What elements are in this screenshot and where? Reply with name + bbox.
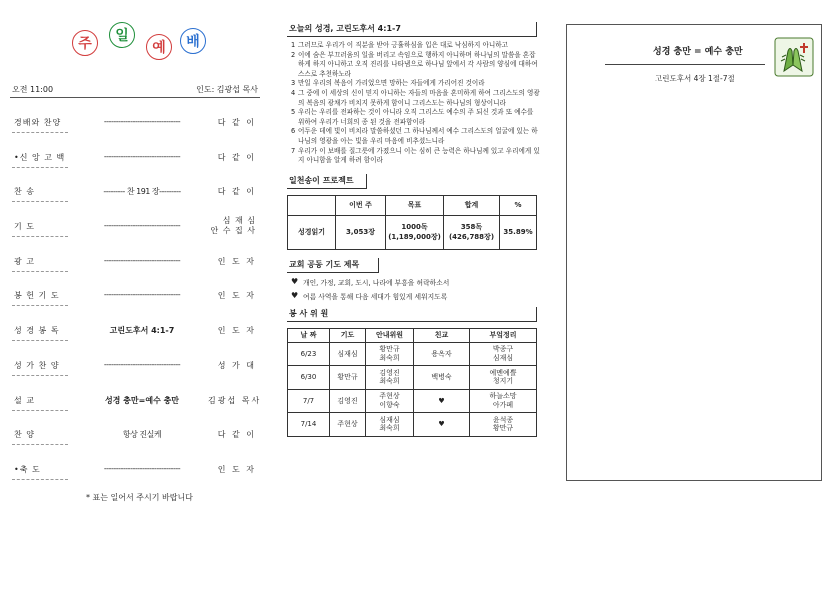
staff-kitchen: 박종구 심재심	[470, 342, 537, 366]
staff-usher: 김영진 최숙희	[366, 366, 414, 390]
service-item-name: •축 도	[14, 464, 41, 474]
staff-heading: 봉 사 위 원	[287, 307, 537, 322]
title-char: 주	[72, 30, 98, 56]
service-item-person: 다 같 이	[217, 152, 256, 162]
service-item-detail: 고린도후서 4:1-7	[109, 326, 175, 336]
service-item-name: 찬 송	[14, 187, 35, 197]
dashed-divider	[12, 479, 68, 480]
service-item-detail: --------------------------------	[103, 221, 181, 231]
verse	[291, 108, 540, 127]
verse	[291, 41, 540, 51]
reading-project-heading: 일천송이 프로젝트	[287, 174, 367, 189]
service-time: 오전 11:00	[12, 85, 54, 94]
staff-col-header: 기도	[330, 328, 366, 342]
reading-goal-top: 1000독	[401, 223, 428, 232]
staff-prayer: 황만규	[330, 366, 366, 390]
reading-col-header: %	[500, 195, 537, 215]
reading-col-header	[288, 195, 336, 215]
service-item-person: 인 도 자	[217, 256, 256, 266]
prayer-item	[287, 291, 540, 301]
reading-this-week: 3,053장	[336, 215, 386, 249]
service-item	[10, 253, 260, 288]
service-item-person: 인 도 자	[217, 326, 256, 336]
staff-date: 7/7	[288, 389, 330, 413]
info-column	[287, 22, 540, 437]
prayer-item	[287, 277, 540, 287]
staff-date: 6/30	[288, 366, 330, 390]
verse-text: 만일 우리의 복음이 가리었으면 망하는 자들에게 가리어진 것이라	[298, 79, 485, 88]
reading-label: 성경읽기	[288, 215, 336, 249]
staff-kitchen: 윤석종 황만규	[470, 413, 537, 437]
heart-icon: ♥	[291, 291, 299, 301]
title-char: 일	[109, 22, 135, 48]
service-item-name: 기 도	[14, 222, 35, 232]
staff-date: 7/14	[288, 413, 330, 437]
reading-goal-bottom: (1,189,000장)	[388, 233, 441, 242]
service-item	[10, 287, 260, 322]
service-item	[10, 426, 260, 461]
verse	[291, 147, 540, 166]
reading-col-header: 이번 주	[336, 195, 386, 215]
dashed-divider	[12, 236, 68, 237]
table-row	[288, 342, 537, 366]
staff-col-header: 날 짜	[288, 328, 330, 342]
verse-text: 우리는 우리를 전파하는 것이 아니라 오직 그리스도 예수의 주 되신 것과 또 예수를 위하여 우리가 너희의 종 된 것을 전파함이라	[298, 108, 534, 126]
verse-number: 1	[291, 41, 296, 49]
service-item	[10, 357, 260, 392]
staff-date: 6/23	[288, 342, 330, 366]
service-item	[10, 149, 260, 184]
service-item-name: •신 앙 고 백	[14, 152, 66, 162]
verse	[291, 127, 540, 146]
dashed-divider	[12, 271, 68, 272]
verse-text: 우리가 이 보배를 질그릇에 가졌으니 이는 심히 큰 능력은 하나님께 있고 우리에게 있지 아니함을 알게 하려 함이라	[298, 146, 540, 165]
staff-fellowship: ♥	[414, 389, 470, 413]
sermon-reference: 고린도후서 4장 1절-7절	[655, 74, 735, 83]
verse	[291, 79, 540, 89]
service-item-person: 성 가 대	[217, 360, 256, 370]
service-item-person: 인 도 자	[217, 291, 256, 301]
staff-prayer: 심재심	[330, 342, 366, 366]
service-item-name: 성 가 찬 양	[14, 360, 60, 370]
service-item-detail: --------------------------------	[103, 463, 181, 473]
title-char: 예	[146, 34, 172, 60]
table-row	[288, 413, 537, 437]
reading-total-top: 358독	[460, 223, 483, 232]
service-item-name: 성 경 봉 독	[14, 326, 60, 336]
verse-number: 5	[291, 108, 296, 117]
bulletin-title	[10, 20, 260, 68]
verse-text: 그 중에 이 세상의 신이 믿지 아니하는 자들의 마음을 혼미하게 하여 그리스도의 영광의 복음의 광채가 비치지 못하게 함이니 그리스도는 하나님의 형상이니라	[298, 88, 540, 107]
staff-col-header: 친교	[414, 328, 470, 342]
reading-col-header: 합계	[444, 195, 500, 215]
service-item-person: 김광섭 목사	[208, 395, 262, 405]
prayer-text: 여름 사역을 통해 다음 세대가 힘있게 세워지도록	[303, 292, 448, 301]
service-item-detail: --------- 찬 191 장---------	[103, 187, 181, 197]
service-item-detail: --------------------------------	[103, 359, 181, 369]
verse-text: 이에 숨은 부끄러움의 일을 버리고 속임으로 행하지 아니하며 하나님의 말씀을 혼잡하게 하지 아니하고 오직 진리를 나타냄으로 하나님 앞에서 각 사람의 양심에 대하여 스스로 추천하노라	[298, 50, 538, 78]
reading-col-header: 목표	[386, 195, 444, 215]
service-item-person: 인 도 자	[217, 464, 256, 474]
sermon-box	[566, 24, 822, 481]
service-item-detail: 성경 충만=예수 충만	[104, 395, 180, 405]
sermon-divider	[605, 64, 765, 65]
staff-table	[287, 328, 537, 437]
service-list	[10, 114, 260, 496]
dashed-divider	[12, 340, 68, 341]
prayer-text: 개인, 가정, 교회, 도시, 나라에 부흥을 허락하소서	[303, 278, 450, 287]
staff-fellowship: 백병숙	[414, 366, 470, 390]
staff-col-header: 부엌정리	[470, 328, 537, 342]
dashed-divider	[12, 201, 68, 202]
service-leader: 인도: 김광섭 목사	[196, 85, 258, 94]
reading-total	[444, 215, 500, 249]
service-item-name: 설 교	[14, 395, 35, 405]
verse-number: 7	[291, 146, 296, 155]
staff-kitchen: 하늘소망 아가페	[470, 389, 537, 413]
dashed-divider	[12, 167, 68, 168]
verse	[291, 51, 540, 80]
service-item	[10, 183, 260, 218]
verse-number: 6	[291, 127, 296, 136]
reading-goal	[386, 215, 444, 249]
service-item-detail: --------------------------------	[103, 255, 181, 265]
staff-usher: 심재심 최숙희	[366, 413, 414, 437]
service-item-person: 다 같 이	[217, 187, 256, 197]
staff-kitchen: 예멘예쁠 청지기	[470, 366, 537, 390]
praying-hands-icon	[774, 37, 814, 77]
standing-note: * 표는 일어서 주시기 바랍니다	[86, 493, 193, 502]
service-item-detail: 항상 진실케	[122, 430, 162, 440]
order-of-worship	[10, 20, 262, 502]
table-row	[288, 366, 537, 390]
reading-percent: 35.89%	[500, 215, 537, 249]
dashed-divider	[12, 375, 68, 376]
service-item	[10, 322, 260, 357]
staff-prayer: 주현상	[330, 413, 366, 437]
staff-rows	[288, 342, 537, 436]
service-item-name: 광 고	[14, 256, 35, 266]
verse-number: 2	[291, 50, 296, 59]
table-row	[288, 389, 537, 413]
verse-text: 어두운 데에 빛이 비치라 말씀하셨던 그 하나님께서 예수 그리스도의 얼굴에 있는 하나님의 영광을 아는 빛을 우리 마음에 비추셨느니라	[298, 127, 538, 145]
staff-prayer: 김영진	[330, 389, 366, 413]
service-item-detail: --------------------------------	[103, 117, 181, 126]
service-item-name: 찬 양	[14, 430, 35, 440]
verse-text: 그러므로 우리가 이 직분을 받아 긍휼하심을 입은 대로 낙심하지 아니하고	[298, 41, 508, 49]
service-item-person: 다 같 이	[217, 430, 256, 440]
verse-number: 4	[291, 88, 296, 97]
table-row	[288, 215, 537, 249]
scripture-heading: 오늘의 성경, 고린도후서 4:1-7	[287, 22, 537, 37]
staff-usher: 주현상 이향숙	[366, 389, 414, 413]
service-item-detail: --------------------------------	[103, 290, 181, 300]
title-char: 배	[180, 28, 206, 54]
scripture-verses	[287, 41, 540, 166]
service-item-name: 봉 헌 기 도	[14, 291, 60, 301]
staff-fellowship: ♥	[414, 413, 470, 437]
verse	[291, 89, 540, 108]
service-item	[10, 461, 260, 496]
staff-usher: 황만규 최숙희	[366, 342, 414, 366]
staff-col-header: 안내위원	[366, 328, 414, 342]
service-meta	[10, 82, 260, 98]
dashed-divider	[12, 305, 68, 306]
sermon-title: 성경 충만 = 예수 충만	[653, 47, 743, 57]
service-item-person: 다 같 이	[217, 118, 256, 127]
dashed-divider	[12, 444, 68, 445]
service-item-person: 심 재 심 안 수 집 사	[210, 216, 256, 236]
reading-total-bottom: (426,788장)	[448, 233, 495, 242]
service-item	[10, 392, 260, 427]
verse-number: 3	[291, 79, 296, 88]
staff-fellowship: 용옥자	[414, 342, 470, 366]
dashed-divider	[12, 132, 68, 133]
service-item	[10, 114, 260, 149]
dashed-divider	[12, 410, 68, 411]
service-item-name: 경배와 찬양	[14, 118, 62, 127]
heart-icon: ♥	[291, 277, 299, 287]
service-item-detail: --------------------------------	[103, 151, 181, 161]
reading-table	[287, 195, 537, 250]
service-item	[10, 218, 260, 253]
prayer-heading: 교회 공동 기도 제목	[287, 258, 379, 273]
